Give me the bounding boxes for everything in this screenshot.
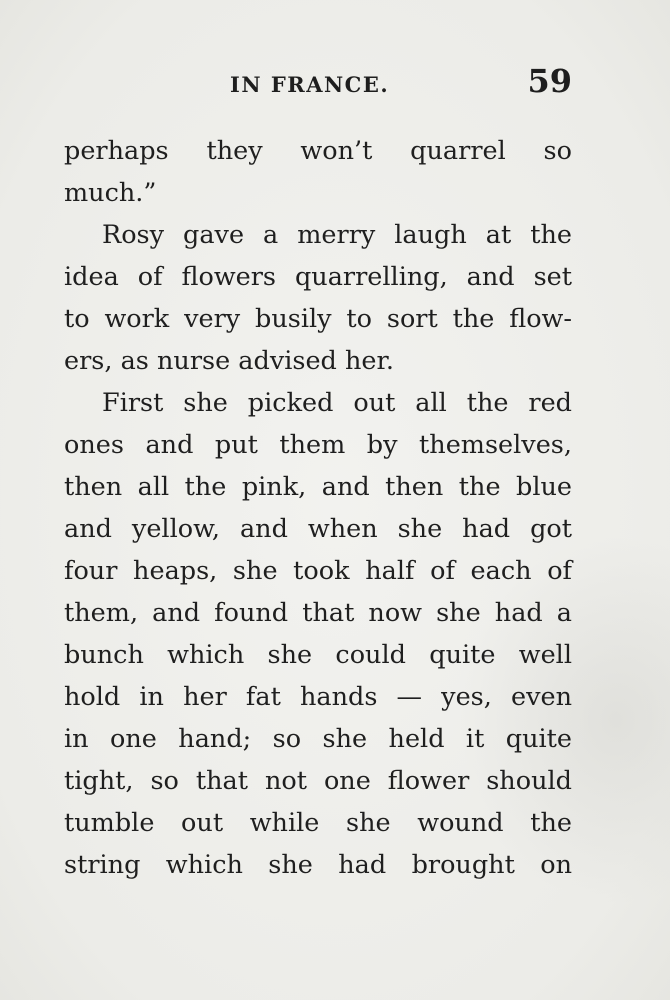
text-line: tight, so that not one flower should <box>64 766 572 796</box>
text-line: then all the pink, and then the blue <box>64 472 572 502</box>
text-line: and yellow, and when she had got <box>64 514 572 544</box>
text-line: in one hand; so she held it quite <box>64 724 572 754</box>
text-line: string which she had brought on <box>64 850 572 880</box>
text-line: ones and put them by themselves, <box>64 430 572 460</box>
text-line: them, and found that now she had a <box>64 598 572 628</box>
body-text <box>64 130 572 886</box>
text-line: four heaps, she took half of each of <box>64 556 572 586</box>
text-line: tumble out while she wound the <box>64 808 572 838</box>
running-title: IN FRANCE. <box>230 72 390 97</box>
text-line: First she picked out all the red <box>102 388 572 418</box>
text-line: ers, as nurse advised her. <box>64 346 394 376</box>
text-line: bunch which she could quite well <box>64 640 572 670</box>
text-line: hold in her fat hands — yes, even <box>64 682 572 712</box>
page-number: 59 <box>527 62 572 100</box>
text-line: Rosy gave a merry laugh at the <box>102 220 572 250</box>
text-line: perhaps they won’t quarrel so <box>64 136 572 166</box>
running-head <box>62 62 572 102</box>
text-line: to work very busily to sort the flow- <box>64 304 572 334</box>
text-line: idea of flowers quarrelling, and set <box>64 262 572 292</box>
text-line: much.” <box>64 178 157 208</box>
